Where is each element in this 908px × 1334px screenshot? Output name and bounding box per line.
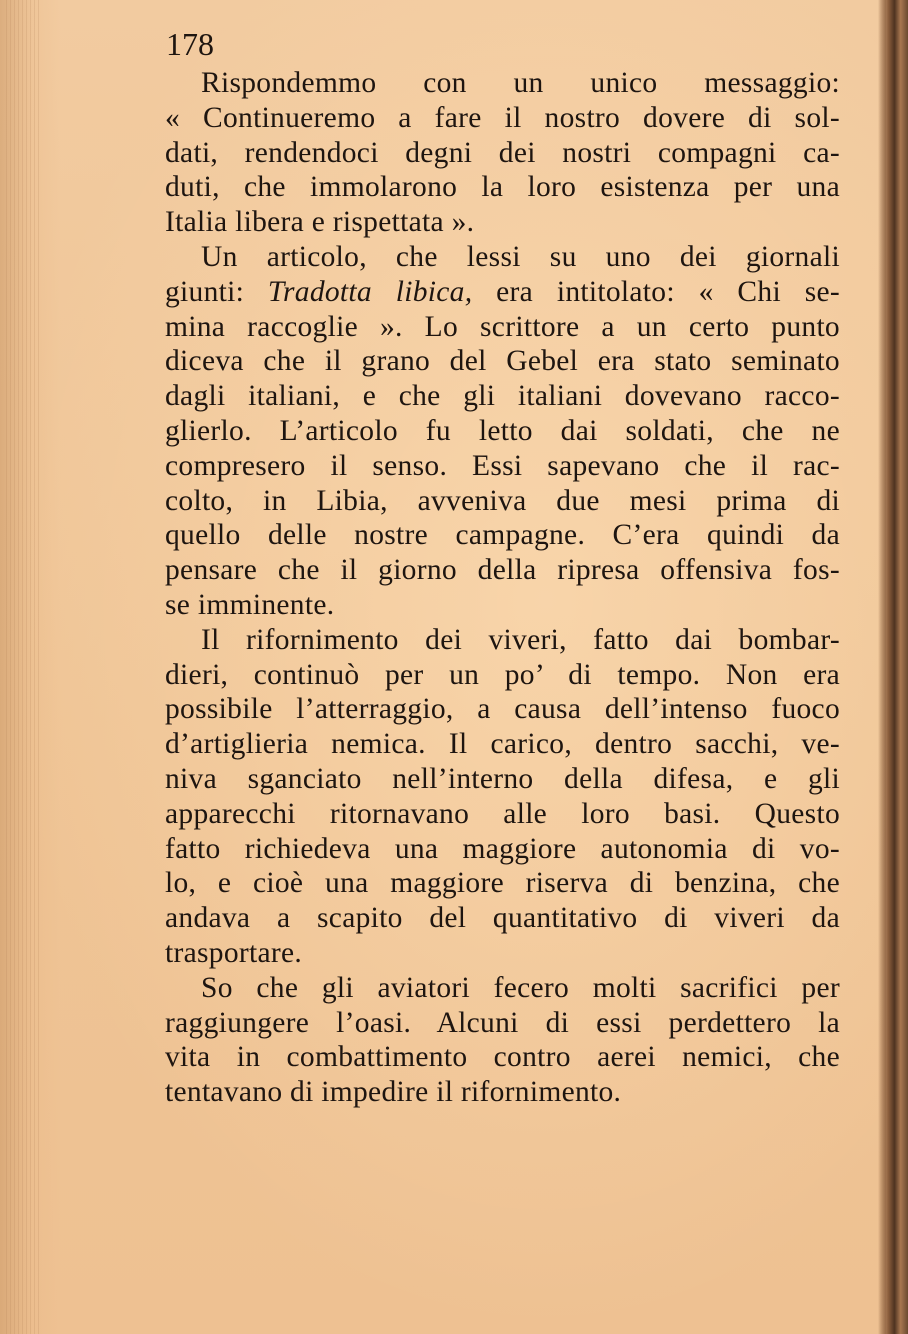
text-line: vita in combattimento contro aerei nemici, che bbox=[165, 1041, 840, 1074]
text-line: dieri, continuò per un po’ di tempo. Non era bbox=[165, 658, 840, 691]
text-line: diceva che il grano del Gebel era stato seminato bbox=[165, 345, 840, 378]
text-line: compresero il senso. Essi sapevano che il rac- bbox=[165, 449, 840, 482]
text-line: apparecchi ritornavano alle loro basi. Questo bbox=[165, 797, 840, 830]
text-line: Un articolo, che lessi su uno dei giornali bbox=[201, 240, 840, 273]
text-line: andava a scapito del quantitativo di viveri da bbox=[165, 902, 840, 935]
text-line: lo, e cioè una maggiore riserva di benzina, che bbox=[165, 867, 840, 900]
binding-gutter-texture bbox=[6, 0, 42, 1334]
text-line: Rispondemmo con un unico messaggio: bbox=[201, 67, 840, 99]
text-line: fatto richiedeva una maggiore autonomia di vo- bbox=[165, 832, 840, 865]
text-line: raggiungere l’oasi. Alcuni di essi perdettero la bbox=[165, 1006, 840, 1039]
page-number: 178 bbox=[166, 26, 214, 62]
body-text bbox=[165, 66, 840, 1110]
text-line: quello delle nostre campagne. C’era quindi da bbox=[165, 519, 840, 552]
text-line: glierlo. L’articolo fu letto dai soldati, che ne bbox=[165, 414, 840, 447]
text-line: se imminente. bbox=[165, 588, 335, 621]
text-line bbox=[165, 275, 840, 310]
text-line: possibile l’atterraggio, a causa dell’intenso fuoco bbox=[165, 693, 840, 726]
text-line: Il rifornimento dei viveri, fatto dai bombar- bbox=[201, 623, 840, 656]
text-line: colto, in Libia, avveniva due mesi prima di bbox=[165, 484, 840, 517]
text-line: Italia libera e rispettata ». bbox=[165, 206, 475, 239]
page-edge bbox=[878, 0, 908, 1334]
text-line: « Continueremo a fare il nostro dovere di sol- bbox=[165, 101, 840, 134]
text-line: niva sganciato nell’interno della difesa, e gli bbox=[165, 762, 840, 795]
text-line: d’artiglieria nemica. Il carico, dentro sacchi, ve- bbox=[165, 728, 840, 761]
text-line: So che gli aviatori fecero molti sacrifici per bbox=[201, 971, 840, 1004]
text-line: tentavano di impedire il rifornimento. bbox=[165, 1076, 622, 1109]
italic-title: Tradotta libica, bbox=[267, 275, 473, 308]
text-line: pensare che il giorno della ripresa offensiva fos- bbox=[165, 554, 840, 587]
text-line: duti, che immolarono la loro esistenza per una bbox=[165, 171, 840, 204]
text-line: dati, rendendoci degni dei nostri compagni ca- bbox=[165, 136, 840, 169]
text-line: dagli italiani, e che gli italiani dovevano racco- bbox=[165, 380, 840, 413]
text-line: mina raccoglie ». Lo scrittore a un certo punto bbox=[165, 310, 840, 343]
text-segment: giunti: bbox=[165, 275, 268, 308]
text-segment: era intitolato: « Chi se- bbox=[472, 275, 841, 308]
text-line: trasportare. bbox=[165, 936, 303, 969]
